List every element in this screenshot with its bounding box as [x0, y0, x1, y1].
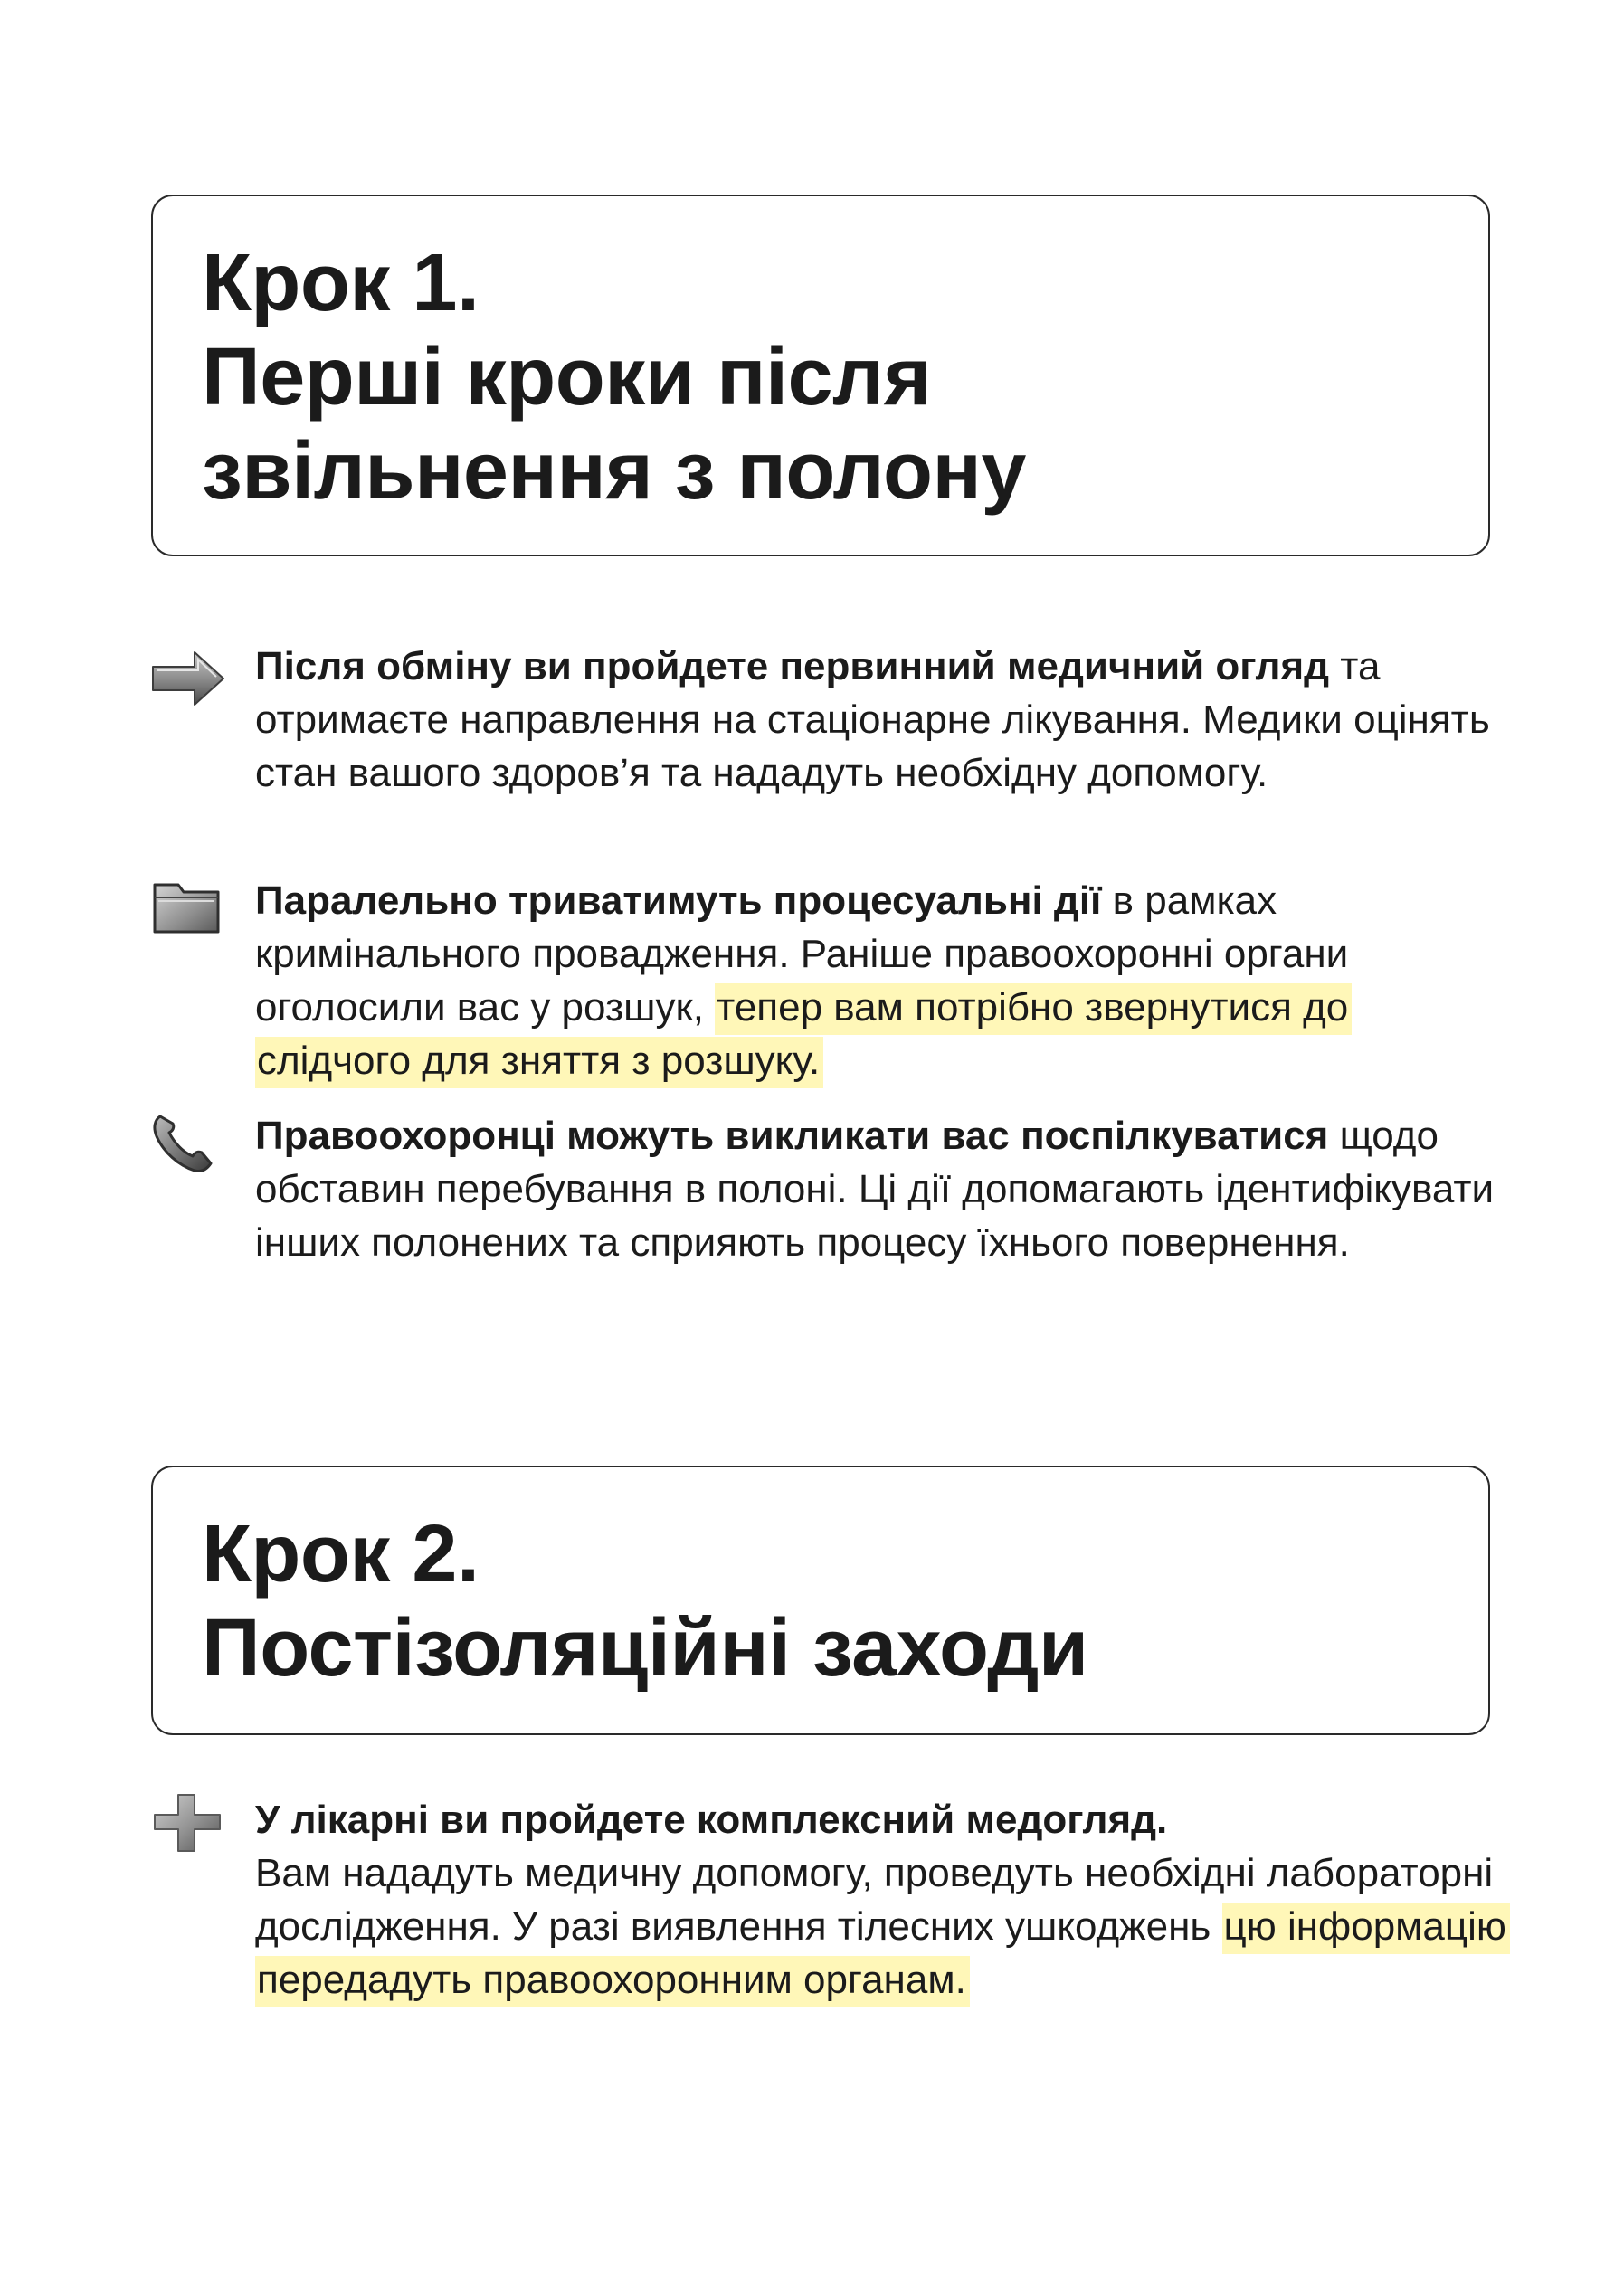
medical-cross-icon [151, 1791, 225, 1855]
step-1-item-1-text [255, 640, 1508, 800]
step-2-item-1-body: Вам нададуть медичну допомогу, проведуть необхідні лабораторні дослідження. У разі виявлення тілесних ушкоджень [255, 1851, 1494, 1949]
arrow-right-icon [151, 647, 225, 710]
step-1-item-3-text [255, 1109, 1508, 1269]
step-1-title-line-1: Крок 1. [202, 238, 480, 328]
step-1-item-1-bold: Після обміну ви пройдете первинний медичний огляд [255, 644, 1330, 688]
step-1-item-1-body: та отримаєте направлення на стаціонарне лікування. Медики оцінять стан вашого здоров’я та нададуть необхідну допомогу. [255, 644, 1490, 795]
step-1-item-2-bold: Паралельно триватимуть процесуальні дії [255, 878, 1102, 923]
step-1-title-line-2: Перші кроки після [202, 332, 931, 422]
step-2-item-1-text [255, 1793, 1508, 2007]
step-1-item-2-text [255, 874, 1508, 1087]
step-2-title-line-2: Постізоляційні заходи [202, 1603, 1088, 1694]
step-2-item-1-highlight: цю інформацію передадуть правоохоронним органам. [255, 1903, 1510, 2007]
step-1-title [202, 236, 1439, 518]
folder-icon [151, 879, 225, 943]
step-1-item-3-body: щодо обставин перебування в полоні. Ці дії допомагають ідентифікувати інших полонених та сприяють процесу їхнього повернення. [255, 1114, 1495, 1265]
step-2-title [202, 1507, 1439, 1695]
step-1-title-line-3: звільнення з полону [202, 426, 1026, 517]
step-1-header-box [151, 195, 1490, 556]
phone-icon [151, 1111, 225, 1174]
step-2-item-1-bold: У лікарні ви пройдете комплексний медогляд. [255, 1798, 1168, 1842]
step-2-title-line-1: Крок 2. [202, 1509, 480, 1599]
step-1-item-3-bold: Правоохоронці можуть викликати вас поспілкуватися [255, 1114, 1329, 1158]
step-1-item-2-highlight: тепер вам потрібно звернутися до слідчого для зняття з розшуку. [255, 983, 1352, 1088]
step-2-header-box [151, 1466, 1490, 1735]
step-1-item-2-body: в рамках кримінального провадження. Раніше правоохоронні органи оголосили вас у розшук, [255, 878, 1349, 1030]
